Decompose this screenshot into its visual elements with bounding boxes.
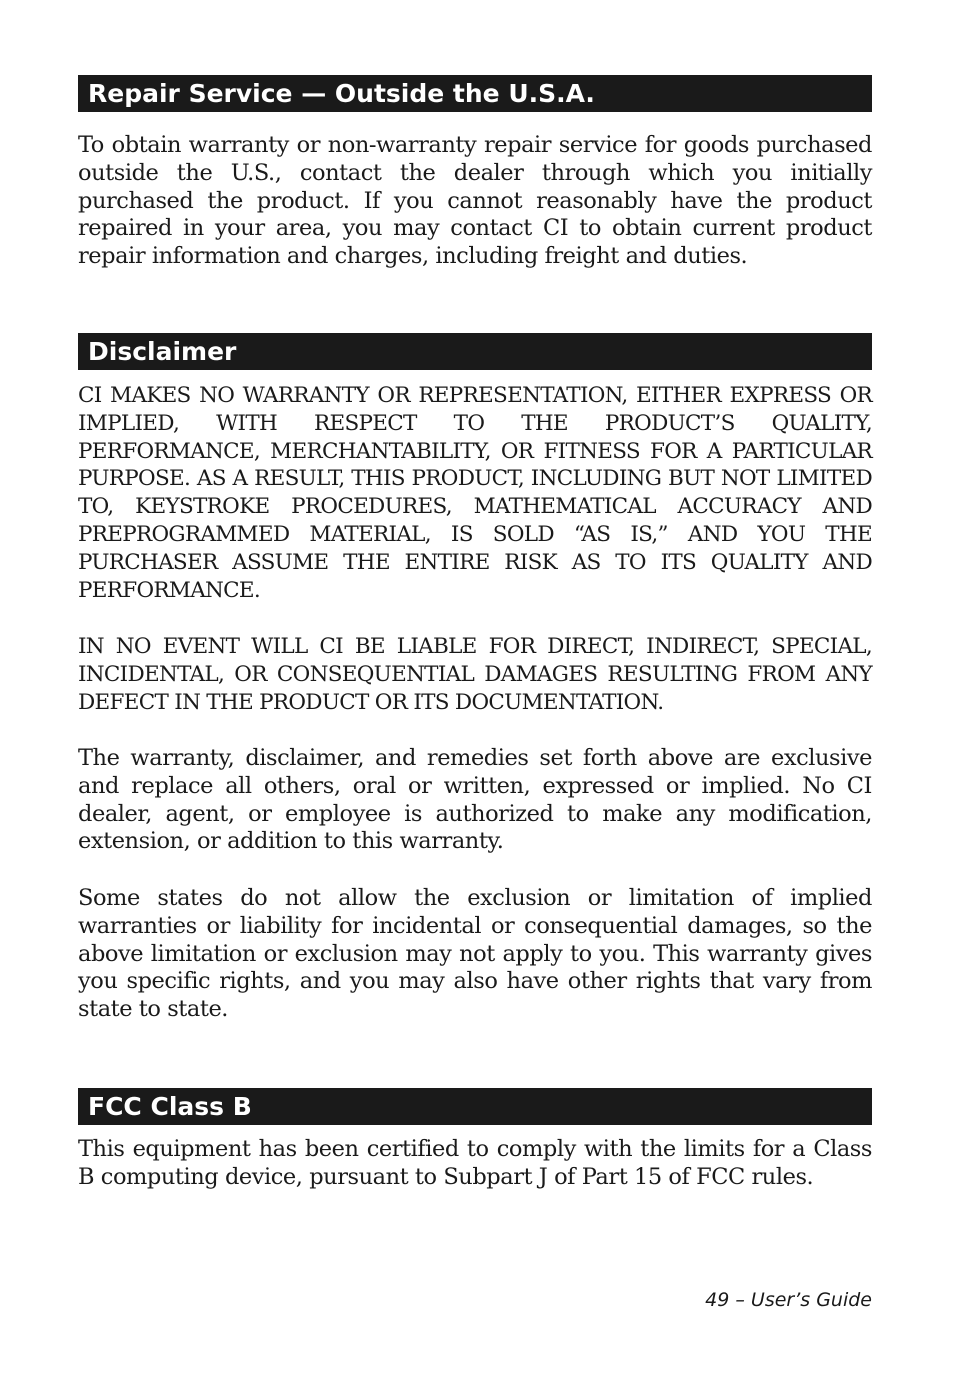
- disclaimer-states-paragraph: Some states do not allow the exclusion or limitation of implied warranties or liability for incidental or consequential damages, so the above limitation or exclusion may not apply to you. This warranty gives you specific rights, and you may also have other rights that vary from state to state.: [78, 885, 872, 1023]
- disclaimer-exclusive-paragraph: The warranty, disclaimer, and remedies set forth above are exclusive and replace all others, oral or written, expressed or implied. No CI dealer, agent, or employee is authorized to make any modification, extension, or addition to this warranty.: [78, 745, 872, 855]
- repair-service-heading: Repair Service — Outside the U.S.A.: [78, 75, 872, 112]
- page-footer: 49 – User’s Guide: [705, 1289, 872, 1311]
- fcc-class-b-paragraph: This equipment has been certified to comply with the limits for a Class B computing device, pursuant to Subpart J of Part 15 of FCC rules.: [78, 1136, 872, 1190]
- disclaimer-heading: Disclaimer: [78, 333, 872, 370]
- disclaimer-liability-paragraph: IN NO EVENT WILL CI BE LIABLE FOR DIRECT, INDIRECT, SPECIAL, INCIDENTAL, OR CONSEQUENTIAL DAMAGES RESULTING FROM ANY DEFECT IN THE PRODUCT OR ITS DOCUMENTATION.: [78, 634, 872, 715]
- repair-service-paragraph: To obtain warranty or non-warranty repair service for goods purchased outside the U.S., contact the dealer through which you initially purchased the product. If you cannot reasonably have the product repaired in your area, you may contact CI to obtain current product repair information and charges, including freight and duties.: [78, 132, 872, 270]
- disclaimer-warranty-paragraph: CI MAKES NO WARRANTY OR REPRESENTATION, EITHER EXPRESS OR IMPLIED, WITH RESPECT TO THE PRODUCT’S QUALITY, PERFORMANCE, MERCHANTABILITY, OR FITNESS FOR A PARTICULAR PURPOSE. AS A RESULT, THIS PRODUCT, INCLUDING BUT NOT LIMITED TO, KEYSTROKE PROCEDURES, MATHEMATICAL ACCURACY AND PREPROGRAMMED MATERIAL, IS SOLD “AS IS,” AND YOU THE PURCHASER ASSUME THE ENTIRE RISK AS TO ITS QUALITY AND PERFORMANCE.: [78, 383, 872, 603]
- fcc-class-b-heading: FCC Class B: [78, 1088, 872, 1125]
